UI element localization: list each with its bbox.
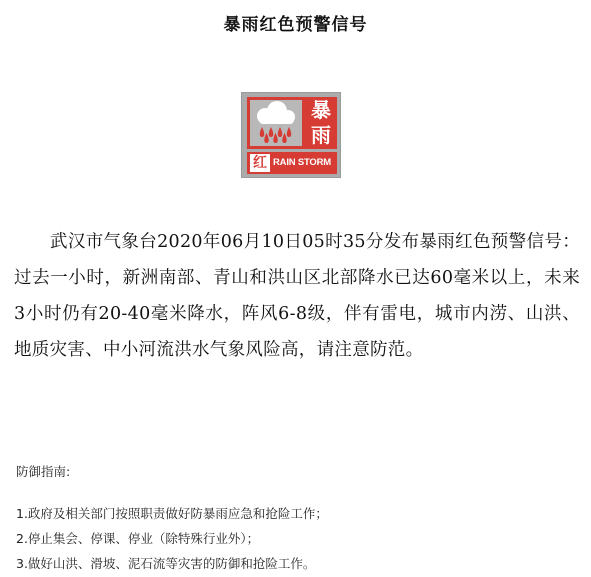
signal-level-label: 红 bbox=[250, 154, 270, 172]
warning-body-text: 武汉市气象台2020年06月10日05时35分发布暴雨红色预警信号：过去一小时，新洲南部、青山和洪山区北部降水已达60毫米以上，未来3小时仍有20-40毫米降水，阵风6-8级，伴有雷电，城市内涝、山洪、地质灾害、中小河流洪水气象风险高，请注意防范。 bbox=[14, 232, 580, 360]
signal-english-label: RAIN STORM bbox=[273, 157, 331, 168]
guideline-item: 1.政府及相关部门按照职责做好防暴雨应急和抢险工作； bbox=[16, 506, 328, 521]
signal-char-storm: 暴 bbox=[311, 98, 331, 122]
page-title: 暴雨红色预警信号 bbox=[223, 15, 368, 35]
signal-char-rain: 雨 bbox=[311, 123, 331, 147]
guideline-item: 3.做好山洪、滑坡、泥石流等灾害的防御和抢险工作。 bbox=[16, 556, 316, 571]
guideline-item: 2.停止集会、停课、停业（除特殊行业外）； bbox=[16, 531, 260, 546]
rainstorm-warning-signal bbox=[241, 92, 341, 178]
signal-bottom-panel bbox=[247, 152, 337, 174]
signal-top-panel bbox=[247, 97, 337, 149]
rain-cloud-icon bbox=[250, 100, 302, 146]
guidelines-title: 防御指南: bbox=[16, 464, 71, 479]
rain-cloud-icon-graphic bbox=[250, 100, 302, 146]
